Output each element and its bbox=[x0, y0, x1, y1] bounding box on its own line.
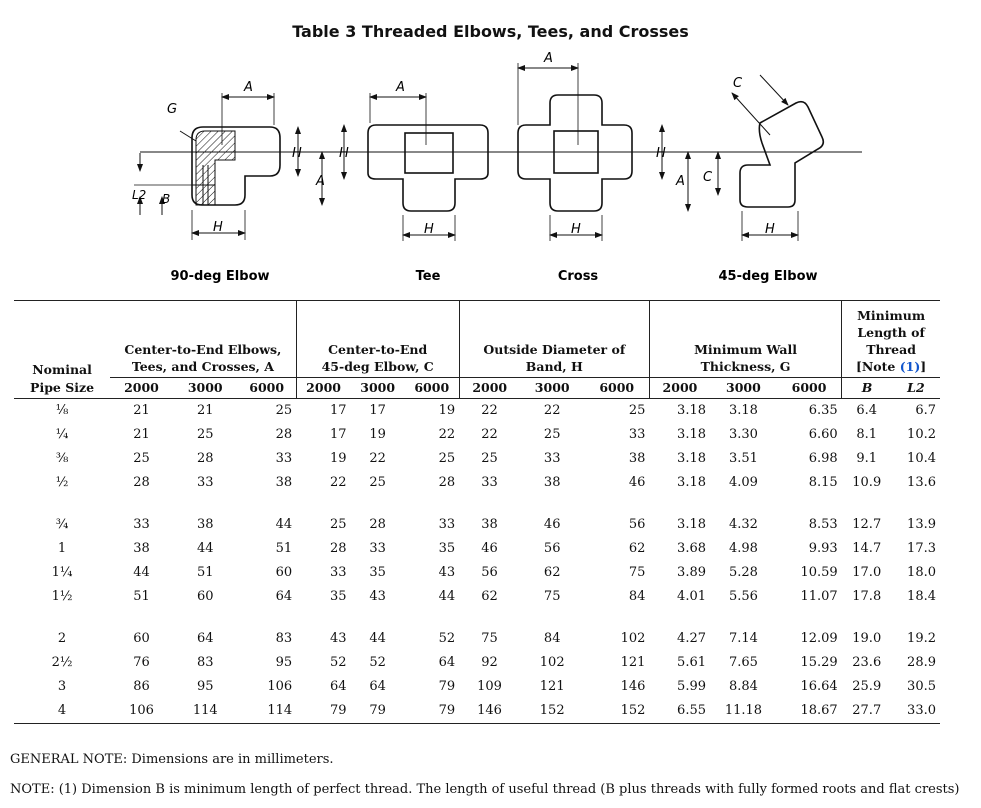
dimension-cell: 4.98 bbox=[728, 541, 758, 556]
class-header: 6000 bbox=[585, 378, 650, 399]
dimension-cell: 17 bbox=[329, 403, 347, 418]
dim-label-a: A bbox=[544, 51, 553, 66]
dimension-cell: 21 bbox=[196, 403, 214, 418]
table-row bbox=[14, 585, 940, 609]
dimension-cell: 92 bbox=[481, 655, 498, 670]
class-header: 6000 bbox=[405, 378, 459, 399]
dimension-cell: 25 bbox=[438, 451, 456, 466]
dimension-cell: 22 bbox=[481, 403, 498, 418]
pipe-size-cell: 3 bbox=[57, 679, 67, 694]
pipe-size-cell: 1¼ bbox=[51, 565, 73, 580]
dimension-cell: 6.55 bbox=[649, 699, 710, 724]
pipe-size-cell: ¼ bbox=[55, 427, 69, 442]
dim-label-a: A bbox=[676, 174, 685, 189]
dimension-cell: 21 bbox=[133, 427, 150, 442]
dimension-cell: 3.51 bbox=[728, 451, 758, 466]
dimension-cell: 52 bbox=[369, 655, 386, 670]
fittings-figure bbox=[0, 45, 981, 295]
dimension-cell: 3.18 bbox=[677, 451, 706, 466]
dimension-cell: 22 bbox=[481, 427, 498, 442]
dimension-cell: 28 bbox=[133, 475, 150, 490]
nominal-header: Nominal bbox=[14, 301, 110, 378]
dimension-cell: 15.29 bbox=[800, 655, 838, 670]
dimension-cell: 52 bbox=[438, 631, 456, 646]
dimension-cell: 33 bbox=[196, 475, 214, 490]
caption-45-deg-elbow: 45-deg Elbow bbox=[718, 269, 818, 284]
dimension-cell: 7.14 bbox=[728, 631, 758, 646]
dimension-cell: 95 bbox=[196, 679, 214, 694]
dimension-cell: 51 bbox=[275, 541, 293, 556]
dimension-cell: 33 bbox=[329, 565, 347, 580]
dimension-cell: 17 bbox=[369, 403, 386, 418]
dimension-cell: 95 bbox=[275, 655, 293, 670]
dimension-cell: 83 bbox=[275, 631, 293, 646]
dimension-cell: 52 bbox=[329, 655, 347, 670]
dimension-cell: 5.61 bbox=[677, 655, 706, 670]
pipe-size-cell: ¾ bbox=[55, 517, 69, 532]
dimension-cell: 19 bbox=[329, 451, 347, 466]
dimension-cell: 17 bbox=[329, 427, 347, 442]
dimension-cell: 19.0 bbox=[852, 631, 882, 646]
dimension-cell: 43 bbox=[438, 565, 456, 580]
dimension-cell: 4.27 bbox=[677, 631, 706, 646]
table-row bbox=[14, 627, 940, 651]
dimensions-table bbox=[14, 300, 940, 724]
note-1-link[interactable]: (1) bbox=[899, 359, 921, 374]
dimension-cell: 79 bbox=[438, 679, 456, 694]
dimension-cell: 38 bbox=[133, 541, 150, 556]
pipe-size-cell: 2 bbox=[57, 631, 67, 646]
table-row bbox=[14, 398, 940, 423]
class-header: 6000 bbox=[777, 378, 842, 399]
class-header: 3000 bbox=[173, 378, 238, 399]
dimension-cell: 28 bbox=[329, 541, 347, 556]
dimension-cell: 46 bbox=[481, 541, 498, 556]
dimension-cell: 38 bbox=[196, 517, 214, 532]
dimension-cell: 19.2 bbox=[907, 631, 936, 646]
elbow-90-drawing bbox=[134, 93, 322, 240]
dimension-cell: 4.09 bbox=[728, 475, 758, 490]
dimension-cell: 23.6 bbox=[852, 655, 882, 670]
dimension-cell: 33 bbox=[628, 427, 646, 442]
dimension-cell: 51 bbox=[196, 565, 214, 580]
dimension-cell: 60 bbox=[275, 565, 293, 580]
footnote-1: NOTE: (1) Dimension B is minimum length of perfect thread. The length of useful thread (B plus threads with fully formed roots and flat crests) bbox=[10, 782, 960, 797]
dimension-cell: 6.35 bbox=[808, 403, 838, 418]
dimension-cell: 7.65 bbox=[728, 655, 758, 670]
dimension-cell: 25 bbox=[275, 403, 293, 418]
dimension-cell: 62 bbox=[543, 565, 561, 580]
dimension-cell: 102 bbox=[539, 655, 565, 670]
class-header: 3000 bbox=[710, 378, 777, 399]
dimension-cell: 79 bbox=[296, 699, 350, 724]
dimension-cell: 10.9 bbox=[852, 475, 882, 490]
dimension-cell: 64 bbox=[329, 679, 347, 694]
dimension-cell: 22 bbox=[329, 475, 347, 490]
dimension-cell: 35 bbox=[369, 565, 386, 580]
dimension-cell: 43 bbox=[329, 631, 347, 646]
group-header-thread: Minimum Length of Thread [Note (1)] bbox=[842, 301, 940, 378]
dimension-cell: 56 bbox=[628, 517, 646, 532]
dimension-cell: 3.18 bbox=[728, 403, 758, 418]
dimension-cell: 33 bbox=[133, 517, 150, 532]
dimension-cell: 9.1 bbox=[856, 451, 878, 466]
dimension-cell: 121 bbox=[620, 655, 646, 670]
group-header-45-elbow: Center-to-End 45-deg Elbow, C bbox=[296, 301, 459, 378]
caption-90-deg-elbow: 90-deg Elbow bbox=[170, 269, 270, 284]
dimension-cell: 102 bbox=[620, 631, 646, 646]
group-header-band: Outside Diameter of Band, H bbox=[459, 301, 649, 378]
dimension-cell: 25 bbox=[369, 475, 386, 490]
dimension-cell: 30.5 bbox=[907, 679, 936, 694]
dimension-cell: 18.4 bbox=[907, 589, 936, 604]
dimension-cell: 51 bbox=[133, 589, 150, 604]
dimension-cell: 13.6 bbox=[907, 475, 936, 490]
dimension-cell: 28 bbox=[275, 427, 293, 442]
dimension-cell: 33 bbox=[543, 451, 561, 466]
class-header: 6000 bbox=[238, 378, 297, 399]
group-header-wall: Minimum Wall Thickness, G bbox=[649, 301, 841, 378]
dimension-cell: 146 bbox=[459, 699, 520, 724]
dimension-cell: 28 bbox=[438, 475, 456, 490]
dimension-cell: 4.32 bbox=[728, 517, 758, 532]
class-header: 3000 bbox=[351, 378, 405, 399]
dimension-cell: 10.4 bbox=[907, 451, 936, 466]
elbow-45-drawing bbox=[718, 75, 823, 241]
dimension-cell: 8.15 bbox=[808, 475, 838, 490]
dim-label-h: H bbox=[213, 220, 223, 235]
dimension-cell: 79 bbox=[405, 699, 459, 724]
dimension-cell: 8.53 bbox=[808, 517, 838, 532]
dim-label-b: B bbox=[162, 192, 171, 206]
dimension-cell: 86 bbox=[133, 679, 150, 694]
dimension-cell: 46 bbox=[628, 475, 646, 490]
dimension-cell: 25 bbox=[329, 517, 347, 532]
dimension-cell: 114 bbox=[173, 699, 238, 724]
dimension-cell: 25.9 bbox=[852, 679, 882, 694]
dimension-cell: 44 bbox=[275, 517, 293, 532]
dimension-cell: 28 bbox=[196, 451, 214, 466]
dimension-cell: 17.8 bbox=[852, 589, 882, 604]
class-header: 2000 bbox=[649, 378, 710, 399]
dimension-cell: 18.67 bbox=[777, 699, 842, 724]
dimension-cell: 11.07 bbox=[800, 589, 838, 604]
dimension-cell: 3.18 bbox=[677, 475, 706, 490]
dimension-cell: 84 bbox=[543, 631, 561, 646]
table-row bbox=[14, 447, 940, 471]
dimension-cell: 43 bbox=[369, 589, 386, 604]
dimension-cell: 76 bbox=[133, 655, 150, 670]
table-row bbox=[14, 675, 940, 699]
dimension-cell: 27.7 bbox=[842, 699, 892, 724]
pipe-size-cell: ⅛ bbox=[55, 403, 69, 418]
dimension-cell: 22 bbox=[369, 451, 386, 466]
dimension-cell: 64 bbox=[369, 679, 386, 694]
dimension-cell: 17.0 bbox=[852, 565, 882, 580]
table-row bbox=[14, 471, 940, 495]
thread-b-header: B bbox=[842, 378, 892, 399]
dim-label-h: H bbox=[765, 222, 775, 237]
dimension-cell: 5.99 bbox=[677, 679, 706, 694]
dimension-cell: 25 bbox=[133, 451, 150, 466]
dim-label-h: H bbox=[424, 222, 434, 237]
dimension-cell: 10.2 bbox=[907, 427, 936, 442]
row-spacer bbox=[14, 609, 940, 627]
dimension-cell: 12.7 bbox=[852, 517, 882, 532]
table-title: Table 3 Threaded Elbows, Tees, and Crosses bbox=[292, 22, 689, 41]
pipe-size-cell: 4 bbox=[14, 699, 110, 724]
dimension-cell: 44 bbox=[196, 541, 214, 556]
dimension-cell: 56 bbox=[481, 565, 498, 580]
dim-label-a: A bbox=[396, 80, 405, 95]
dimension-cell: 64 bbox=[196, 631, 214, 646]
dimension-cell: 106 bbox=[267, 679, 293, 694]
class-header: 2000 bbox=[459, 378, 520, 399]
dimension-cell: 19 bbox=[438, 403, 456, 418]
dimension-cell: 6.60 bbox=[808, 427, 838, 442]
dimension-cell: 75 bbox=[481, 631, 498, 646]
dimension-cell: 5.56 bbox=[728, 589, 758, 604]
dimension-cell: 10.59 bbox=[800, 565, 838, 580]
dimension-cell: 38 bbox=[543, 475, 561, 490]
dimension-cell: 5.28 bbox=[728, 565, 758, 580]
dimension-cell: 33 bbox=[369, 541, 386, 556]
dimension-cell: 62 bbox=[481, 589, 498, 604]
dimension-cell: 44 bbox=[133, 565, 150, 580]
dimension-cell: 152 bbox=[585, 699, 650, 724]
dimension-cell: 83 bbox=[196, 655, 214, 670]
pipe-size-cell: ½ bbox=[55, 475, 69, 490]
dimension-cell: 3.18 bbox=[677, 517, 706, 532]
dimension-cell: 17.3 bbox=[907, 541, 936, 556]
dimension-cell: 84 bbox=[628, 589, 646, 604]
dimension-cell: 6.4 bbox=[856, 403, 878, 418]
dimension-cell: 33.0 bbox=[892, 699, 940, 724]
table-row bbox=[14, 561, 940, 585]
dimension-cell: 62 bbox=[628, 541, 646, 556]
dimension-cell: 64 bbox=[275, 589, 293, 604]
tee-drawing bbox=[344, 93, 488, 241]
dimension-cell: 60 bbox=[196, 589, 214, 604]
dimension-cell: 6.7 bbox=[915, 403, 936, 418]
dimension-cell: 12.09 bbox=[800, 631, 838, 646]
pipe-size-cell: ⅜ bbox=[55, 451, 69, 466]
dimension-cell: 106 bbox=[110, 699, 173, 724]
dim-label-h: H bbox=[339, 146, 349, 161]
dim-label-g: G bbox=[167, 102, 178, 117]
class-header: 2000 bbox=[110, 378, 173, 399]
dimension-cell: 28 bbox=[369, 517, 386, 532]
dimension-cell: 44 bbox=[438, 589, 456, 604]
pipe-size-header: Pipe Size bbox=[14, 378, 110, 399]
dim-label-a: A bbox=[244, 80, 253, 95]
dimension-cell: 3.89 bbox=[677, 565, 706, 580]
dimension-cell: 28.9 bbox=[907, 655, 936, 670]
pipe-size-cell: 1½ bbox=[51, 589, 73, 604]
dimension-cell: 25 bbox=[628, 403, 646, 418]
thread-l2-header: L2 bbox=[892, 378, 940, 399]
dimension-cell: 25 bbox=[543, 427, 561, 442]
dimension-cell: 3.18 bbox=[677, 427, 706, 442]
dimension-cell: 38 bbox=[275, 475, 293, 490]
caption-cross: Cross bbox=[557, 269, 599, 284]
dim-label-l2: L2 bbox=[132, 188, 147, 202]
class-header: 3000 bbox=[520, 378, 585, 399]
dimension-cell: 38 bbox=[481, 517, 498, 532]
dimension-cell: 44 bbox=[369, 631, 386, 646]
dimension-cell: 19 bbox=[369, 427, 386, 442]
dimension-cell: 21 bbox=[133, 403, 150, 418]
dimension-cell: 33 bbox=[438, 517, 456, 532]
table-row bbox=[14, 537, 940, 561]
dimension-cell: 60 bbox=[133, 631, 150, 646]
dimension-cell: 121 bbox=[539, 679, 565, 694]
dimension-cell: 6.98 bbox=[808, 451, 838, 466]
dimension-cell: 75 bbox=[543, 589, 561, 604]
dim-label-c: C bbox=[733, 76, 743, 91]
dimension-cell: 22 bbox=[438, 427, 456, 442]
dim-label-h: H bbox=[571, 222, 581, 237]
dimension-cell: 13.9 bbox=[907, 517, 936, 532]
dimension-cell: 146 bbox=[620, 679, 646, 694]
dimension-cell: 33 bbox=[275, 451, 293, 466]
table-row bbox=[14, 651, 940, 675]
dimension-cell: 9.93 bbox=[808, 541, 838, 556]
dimension-cell: 114 bbox=[238, 699, 297, 724]
dim-label-h: H bbox=[292, 146, 302, 161]
dimension-cell: 33 bbox=[481, 475, 498, 490]
table-row bbox=[14, 423, 940, 447]
class-header: 2000 bbox=[296, 378, 350, 399]
dimension-cell: 14.7 bbox=[852, 541, 882, 556]
dimension-cell: 109 bbox=[477, 679, 502, 694]
row-spacer bbox=[14, 495, 940, 513]
group-header-elbows: Center-to-End Elbows, Tees, and Crosses, A bbox=[110, 301, 296, 378]
pipe-size-cell: 1 bbox=[57, 541, 67, 556]
dimension-cell: 3.68 bbox=[677, 541, 706, 556]
dim-label-h: H bbox=[656, 146, 666, 161]
dimension-cell: 64 bbox=[438, 655, 456, 670]
dimension-cell: 11.18 bbox=[710, 699, 777, 724]
dimension-cell: 75 bbox=[628, 565, 646, 580]
dimension-cell: 152 bbox=[520, 699, 585, 724]
dimension-cell: 46 bbox=[543, 517, 561, 532]
dimension-cell: 25 bbox=[196, 427, 214, 442]
table-row bbox=[14, 699, 940, 724]
dim-label-c: C bbox=[703, 170, 713, 185]
dimension-cell: 38 bbox=[628, 451, 646, 466]
dimension-cell: 8.1 bbox=[856, 427, 878, 442]
dimension-cell: 25 bbox=[481, 451, 498, 466]
caption-tee: Tee bbox=[415, 269, 441, 284]
table-row bbox=[14, 513, 940, 537]
dim-label-a: A bbox=[316, 174, 325, 189]
dimension-cell: 16.64 bbox=[800, 679, 838, 694]
dimension-cell: 56 bbox=[543, 541, 561, 556]
dimension-cell: 8.84 bbox=[728, 679, 758, 694]
dimension-cell: 79 bbox=[351, 699, 405, 724]
dimension-cell: 3.30 bbox=[728, 427, 758, 442]
dimension-cell: 22 bbox=[543, 403, 561, 418]
dimension-cell: 35 bbox=[329, 589, 347, 604]
dimension-cell: 3.18 bbox=[677, 403, 706, 418]
dimension-cell: 35 bbox=[438, 541, 456, 556]
general-note: GENERAL NOTE: Dimensions are in millimeters. bbox=[10, 752, 334, 767]
dimension-cell: 4.01 bbox=[677, 589, 706, 604]
pipe-size-cell: 2½ bbox=[51, 655, 73, 670]
dimension-cell: 18.0 bbox=[907, 565, 936, 580]
